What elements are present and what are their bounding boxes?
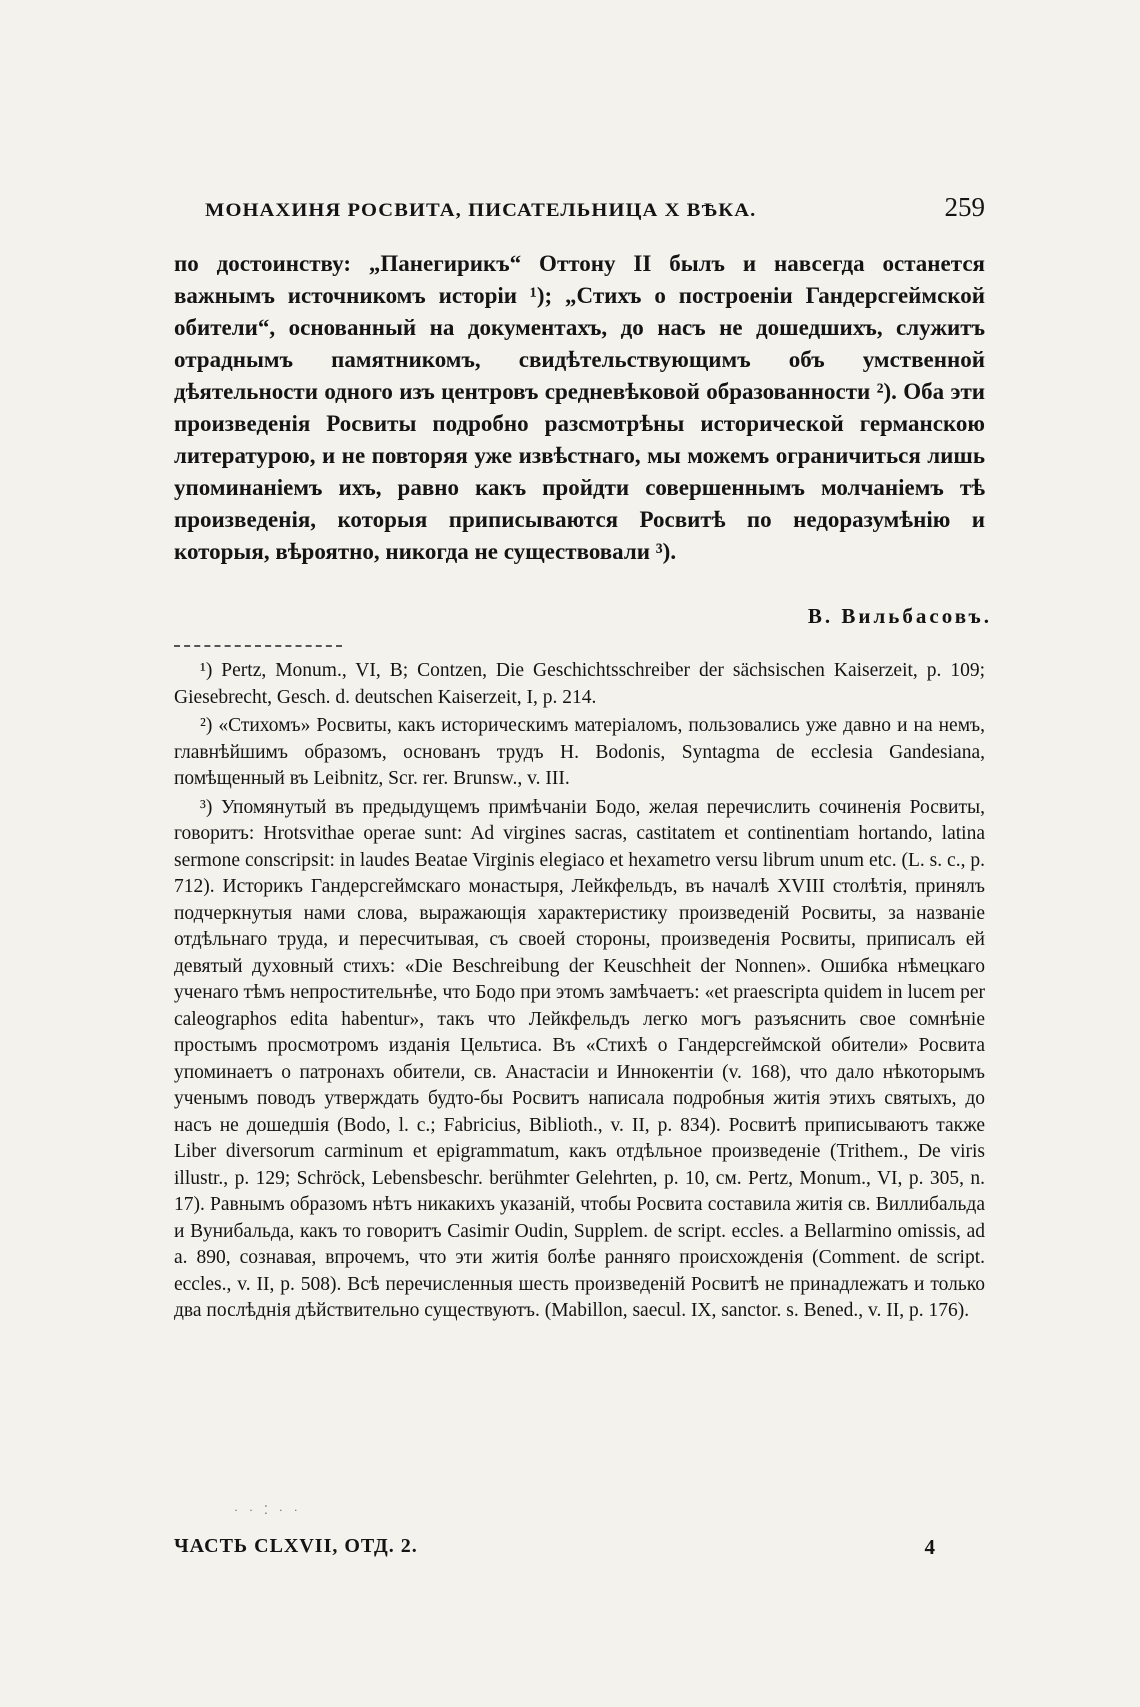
signature-mark: ЧАСТЬ CLXVII, ОТД. 2. xyxy=(174,1535,418,1557)
running-title: МОНАХИНЯ РОСВИТА, ПИСАТЕЛЬНИЦА X ВѢКА. xyxy=(205,200,757,221)
footnote-2: ²) «Стихомъ» Росвиты, какъ историческимъ матеріаломъ, пользовались уже давно и на немъ, главнѣйшимъ образомъ, основанъ трудъ H. Bodonis, Syntagma de ecclesia Gandesiana, помѣщенный въ Leibnitz, Scr. rer. Brunsw., v. III. xyxy=(174,715,985,789)
main-text xyxy=(174,248,985,568)
footnote-1: ¹) Pertz, Monum., VI, B; Contzen, Die Geschichtsschreiber der sächsischen Kaiserzeit, p. 109; Giesebrecht, Gesch. d. deutschen Kaiserzeit, I, p. 214. xyxy=(174,660,985,708)
page-number: 259 xyxy=(944,192,985,222)
footnote-3: ³) Упомянутый въ предыдущемъ примѣчаніи Бодо, желая перечислить сочиненія Росвиты, говоритъ: Hrotsvithae operae sunt: Ad virgines sacras, castitatem et continentiam hortando, latina sermone conscripsit: in laudes Beatae Virginis elegiaco et hexametro versu librum unum etc. (L. s. c., p. 712). Историкъ Гандерсгеймскаго монастыря, Лейкфельдъ, въ началѣ XVIII столѣтія, принялъ подчеркнутыя нами слова, выражающія характеристику произведеній Росвиты, за названіе отдѣльнаго труда, и пересчитывая, съ своей стороны, произведенія Росвиты, приписалъ ей девятый духовный стихъ: «Die Beschreibung der Keuschheit der Nonnen». Ошибка нѣмецкаго ученаго тѣмъ непростительнѣе, что Бодо при этомъ замѣчаетъ: «et praescripta quidem in lucem per caleographos edita habentur», такъ что Лейкфельдъ легко могъ разъяснить свое сомнѣніе простымъ просмотромъ изданія Цельтиса. Въ «Стихѣ о Гандерсгеймской обители» Росвита упоминаетъ о патронахъ обители, св. Анастасіи и Иннокентіи (v. 168), что дало нѣкоторымъ ученымъ поводъ утверждать будто-бы Росвитъ написала подробныя житія этихъ святыхъ, до насъ не дошедшія (Bodo, l. c.; Fabricius, Biblioth., v. II, p. 834). Росвитѣ приписываютъ также Liber diversorum carminum et epigrammatum, какъ отдѣльное произведеніе (Trithem., De viris illustr., p. 129; Schröck, Lebensbeschr. berühmter Gelehrten, p. 10, см. Pertz, Monum., VI, p. 305, n. 17). Равнымъ образомъ нѣтъ никакихъ указаній, чтобы Росвита составила житія св. Виллибальда и Вунибальда, какъ то говоритъ Casimir Oudin, Supplem. de script. eccles. a Bellarmino omissis, ad a. 890, сознавая, впрочемъ, что эти житія болѣе ранняго происхожденія (Comment. de script. eccles., v. II, p. 508). Всѣ перечисленныя шесть произведеній Росвитѣ не принадлежатъ и только два послѣднія дѣйствительно существуютъ. (Mabillon, saecul. IX, sanctor. s. Bened., v. II, p. 176). xyxy=(174,796,985,1321)
print-specks: · · ⁚ · · xyxy=(234,1503,302,1517)
footnotes xyxy=(174,658,985,1327)
sheet-number: 4 xyxy=(924,1535,935,1559)
footnote-rule xyxy=(174,645,342,647)
page-footer xyxy=(174,1535,985,1571)
author-signature: В. Вильбасовъ. xyxy=(807,604,992,628)
body-paragraph: по достоинству: „Панегирикъ“ Оттону II былъ и навсегда останется важнымъ источникомъ исторіи ¹); „Стихъ о построеніи Гандерсгеймской обители“, основанный на документахъ, до насъ не дошедшихъ, служитъ отраднымъ памятникомъ, свидѣтельствующимъ объ умственной дѣятельности одного изъ центровъ средневѣковой образованности ²). Оба эти произведенія Росвиты подробно разсмотрѣны исторической германскою литературою, и не повторяя уже извѣстнаго, мы можемъ ограничиться лишь упоминаніемъ ихъ, равно какъ пройдти совершеннымъ молчаніемъ тѣ произведенія, которыя приписываются Росвитѣ по недоразумѣнію и которыя, вѣроятно, никогда не существовали ³). xyxy=(174,251,985,564)
page-header xyxy=(205,192,985,232)
